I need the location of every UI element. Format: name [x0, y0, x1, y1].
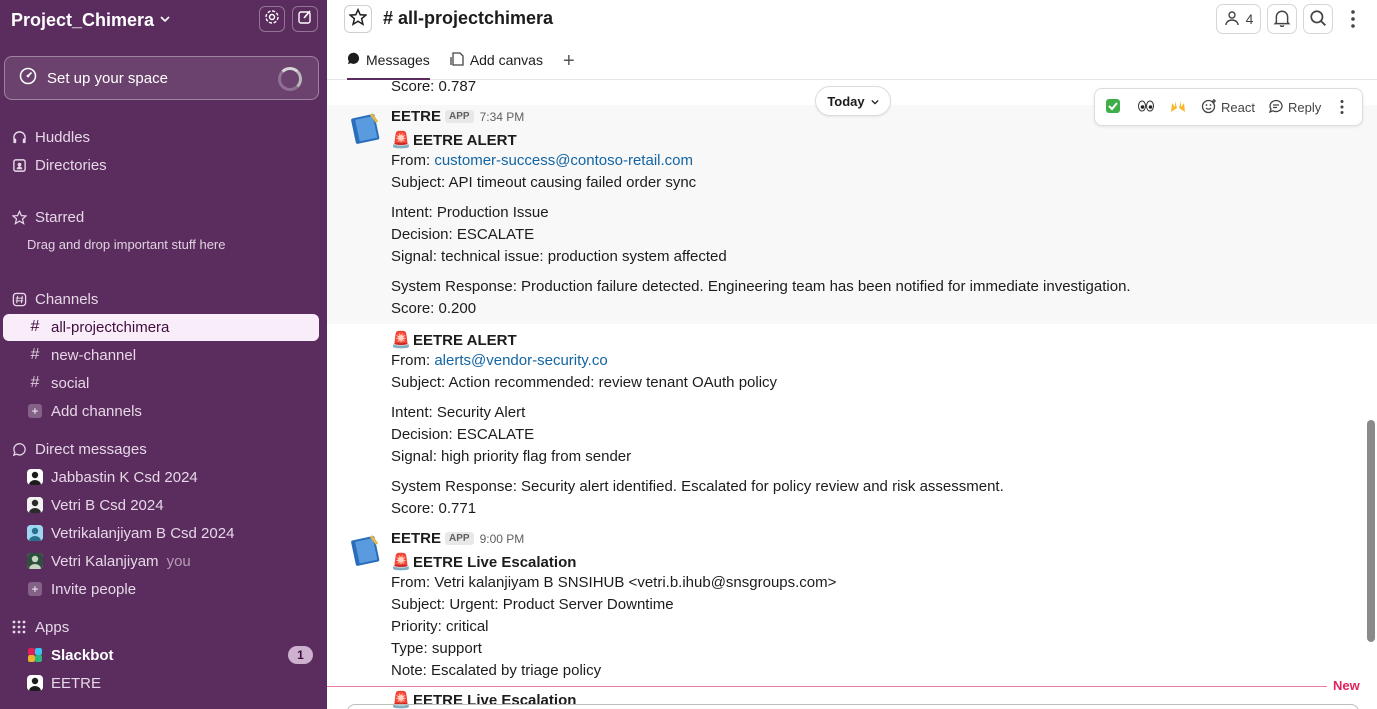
message-line: Note: Escalated by triage policy — [391, 662, 602, 679]
plus-icon: + — [562, 50, 575, 72]
sender-name[interactable]: EETRE — [391, 108, 442, 125]
sidebar-item-label: EETRE — [51, 674, 102, 692]
message-line: From: customer-success@contoso-retail.com — [391, 152, 693, 169]
hash-icon: # — [30, 374, 40, 391]
notifications-button[interactable] — [1267, 4, 1297, 34]
gear-icon — [264, 9, 280, 30]
sidebar-item-directories[interactable] — [0, 152, 327, 178]
dm-vetri-b[interactable] — [0, 492, 327, 518]
avatar — [27, 553, 43, 569]
sender-name[interactable]: EETRE — [391, 530, 442, 547]
message-line: From: alerts@vendor-security.co — [391, 352, 608, 369]
avatar — [27, 469, 43, 485]
app-tag: APP — [445, 110, 474, 123]
hash-icon: # — [30, 318, 40, 335]
message-line: System Response: Production failure detected. Engineering team has been notified for immediate investigation. — [391, 278, 1131, 295]
sidebar-item-label: Invite people — [51, 580, 137, 598]
more-actions-button[interactable] — [1338, 99, 1346, 118]
sidebar-item-label: Add channels — [51, 402, 142, 420]
new-messages-label: New — [1333, 678, 1360, 693]
message-line: Decision: ESCALATE — [391, 226, 535, 243]
canvas-icon — [450, 52, 464, 69]
dm-label: Vetrikalanjiyam B Csd 2024 — [51, 524, 235, 542]
workspace-name: Project_Chimera — [11, 9, 155, 30]
sidebar-item-all-projectchimera[interactable] — [0, 314, 327, 340]
message-line: Priority: critical — [391, 618, 489, 635]
avatar — [27, 525, 43, 541]
invite-people-button[interactable] — [0, 576, 327, 602]
workspace-switcher[interactable] — [11, 8, 170, 32]
sidebar-item-label: new-channel — [51, 346, 137, 364]
siren-icon: 🚨 — [391, 332, 411, 349]
sidebar-section-channels[interactable] — [0, 286, 327, 312]
message-line: Subject: Urgent: Product Server Downtime — [391, 596, 674, 613]
bot-avatar[interactable] — [347, 110, 383, 146]
message-line: Type: support — [391, 640, 482, 657]
react-button[interactable] — [1201, 98, 1255, 117]
tab-add-canvas[interactable] — [450, 52, 543, 80]
channel-header — [327, 0, 1377, 80]
channel-title[interactable]: # all-projectchimera — [383, 8, 554, 28]
sidebar-item-new-channel[interactable] — [0, 342, 327, 368]
compose-button[interactable] — [292, 6, 318, 32]
scrollbar[interactable] — [1367, 420, 1375, 642]
unread-badge: 1 — [288, 646, 313, 664]
slackbot-icon — [27, 647, 43, 663]
tab-messages[interactable] — [347, 52, 430, 80]
message-icon — [347, 52, 360, 68]
setup-space-button[interactable] — [4, 56, 319, 100]
message-line: Intent: Production Issue — [391, 204, 549, 221]
section-label: Channels — [35, 290, 99, 308]
plus-icon: + — [27, 403, 43, 419]
dm-label: Vetri Kalanjiyam you — [51, 552, 191, 570]
hash-icon: # — [30, 346, 40, 363]
message-line: Score: 0.787 — [391, 81, 477, 95]
member-count: 4 — [1245, 11, 1254, 27]
alert-title: 🚨 EETRE Live Escalation — [391, 692, 577, 709]
sidebar-section-direct-messages[interactable] — [0, 436, 327, 462]
date-divider-button[interactable] — [815, 86, 891, 116]
sidebar-item-label: all-projectchimera — [51, 318, 170, 336]
message-line: Score: 0.771 — [391, 500, 477, 517]
reply-button[interactable] — [1268, 98, 1321, 117]
section-label: Direct messages — [35, 440, 147, 458]
siren-icon: 🚨 — [391, 132, 411, 149]
dm-label: Jabbastin K Csd 2024 — [51, 468, 198, 486]
star-icon — [349, 8, 367, 31]
sidebar-section-apps[interactable] — [0, 614, 327, 640]
react-label: React — [1221, 100, 1255, 115]
thread-icon — [1268, 98, 1284, 117]
timestamp[interactable]: 7:34 PM — [479, 110, 525, 124]
apps-grid-icon — [11, 619, 27, 635]
dm-label: Vetri B Csd 2024 — [51, 496, 164, 514]
message-line: Score: 0.200 — [391, 300, 477, 317]
compose-icon — [297, 9, 313, 30]
email-link[interactable]: alerts@vendor-security.co — [434, 352, 608, 369]
message-actions-toolbar — [1094, 88, 1363, 126]
message-header — [391, 530, 524, 547]
setup-space-label: Set up your space — [47, 69, 168, 87]
dm-jabbastin[interactable] — [0, 464, 327, 490]
message-icon — [11, 441, 27, 457]
reply-label: Reply — [1288, 100, 1322, 115]
dashboard-icon — [19, 67, 37, 89]
directory-icon — [11, 157, 27, 173]
app-slackbot[interactable] — [0, 642, 327, 668]
channels-icon — [11, 291, 27, 307]
sidebar — [0, 0, 327, 709]
tab-label: Messages — [366, 52, 430, 68]
message-line: System Response: Security alert identified. Escalated for policy review and risk assessment. — [391, 478, 1004, 495]
message-list[interactable] — [327, 81, 1377, 709]
message-line: From: Vetri kalanjiyam B SNSIHUB <vetri.b.ihub@snsgroups.com> — [391, 574, 837, 591]
add-tab-button[interactable] — [563, 52, 575, 80]
settings-button[interactable] — [259, 6, 285, 32]
star-channel-button[interactable] — [344, 5, 372, 33]
kebab-icon — [1338, 99, 1346, 118]
add-channels-button[interactable] — [0, 398, 327, 424]
members-button[interactable] — [1216, 4, 1261, 34]
more-options-button[interactable] — [1345, 9, 1361, 29]
message-line: Decision: ESCALATE — [391, 426, 535, 443]
add-reaction-icon — [1201, 98, 1217, 117]
siren-icon: 🚨 — [391, 692, 411, 709]
sidebar-item-label: Huddles — [35, 128, 91, 146]
message-header — [391, 108, 524, 125]
you-label: you — [166, 552, 191, 570]
starred-hint: Drag and drop important stuff here — [27, 237, 226, 252]
siren-icon: 🚨 — [391, 554, 411, 571]
sidebar-item-social[interactable] — [0, 370, 327, 396]
chevron-down-icon — [871, 94, 879, 109]
sidebar-item-huddles[interactable] — [0, 124, 327, 150]
message-line: Subject: API timeout causing failed order sync — [391, 174, 697, 191]
bot-avatar[interactable] — [347, 532, 383, 568]
alert-title: 🚨 EETRE Live Escalation — [391, 554, 577, 571]
eyes-reaction-button[interactable] — [1137, 98, 1155, 114]
section-label: Apps — [35, 618, 70, 636]
search-button[interactable] — [1303, 4, 1333, 34]
sidebar-item-label: Directories — [35, 156, 107, 174]
alert-title: 🚨 EETRE ALERT — [391, 332, 517, 349]
message-line: Signal: technical issue: production system affected — [391, 248, 727, 265]
message-composer[interactable] — [347, 704, 1359, 709]
loading-spinner-icon — [278, 67, 302, 91]
avatar — [27, 675, 43, 691]
check-mark-reaction-button[interactable] — [1105, 98, 1121, 114]
tab-label: Add canvas — [469, 52, 543, 68]
headphones-icon — [11, 129, 27, 145]
plus-icon: + — [27, 581, 43, 597]
avatar — [27, 497, 43, 513]
bell-icon — [1273, 9, 1291, 30]
email-link[interactable]: customer-success@contoso-retail.com — [434, 152, 693, 169]
sidebar-item-label: Slackbot — [51, 646, 114, 664]
person-icon — [1224, 10, 1240, 29]
chevron-down-icon — [160, 13, 170, 27]
message-line: Intent: Security Alert — [391, 404, 526, 421]
app-tag: APP — [445, 532, 474, 545]
app-eetre[interactable] — [0, 670, 327, 696]
new-messages-divider — [327, 686, 1327, 687]
raised-hands-reaction-button[interactable] — [1169, 98, 1187, 114]
message-line: Subject: Action recommended: review tenant OAuth policy — [391, 374, 778, 391]
sidebar-section-starred[interactable] — [0, 204, 327, 230]
dm-vetri-kalanjiyam-self[interactable] — [0, 548, 327, 574]
alert-title: 🚨 EETRE ALERT — [391, 132, 517, 149]
dm-vetrikalanjiyam[interactable] — [0, 520, 327, 546]
section-label: Starred — [35, 208, 85, 226]
date-label: Today — [827, 93, 865, 109]
search-icon — [1309, 9, 1327, 30]
sidebar-item-label: social — [51, 374, 90, 392]
channel-tabs — [347, 52, 595, 80]
star-icon — [11, 209, 27, 225]
kebab-icon — [1345, 16, 1361, 33]
message-line: Signal: high priority flag from sender — [391, 448, 632, 465]
timestamp[interactable]: 9:00 PM — [479, 532, 525, 546]
